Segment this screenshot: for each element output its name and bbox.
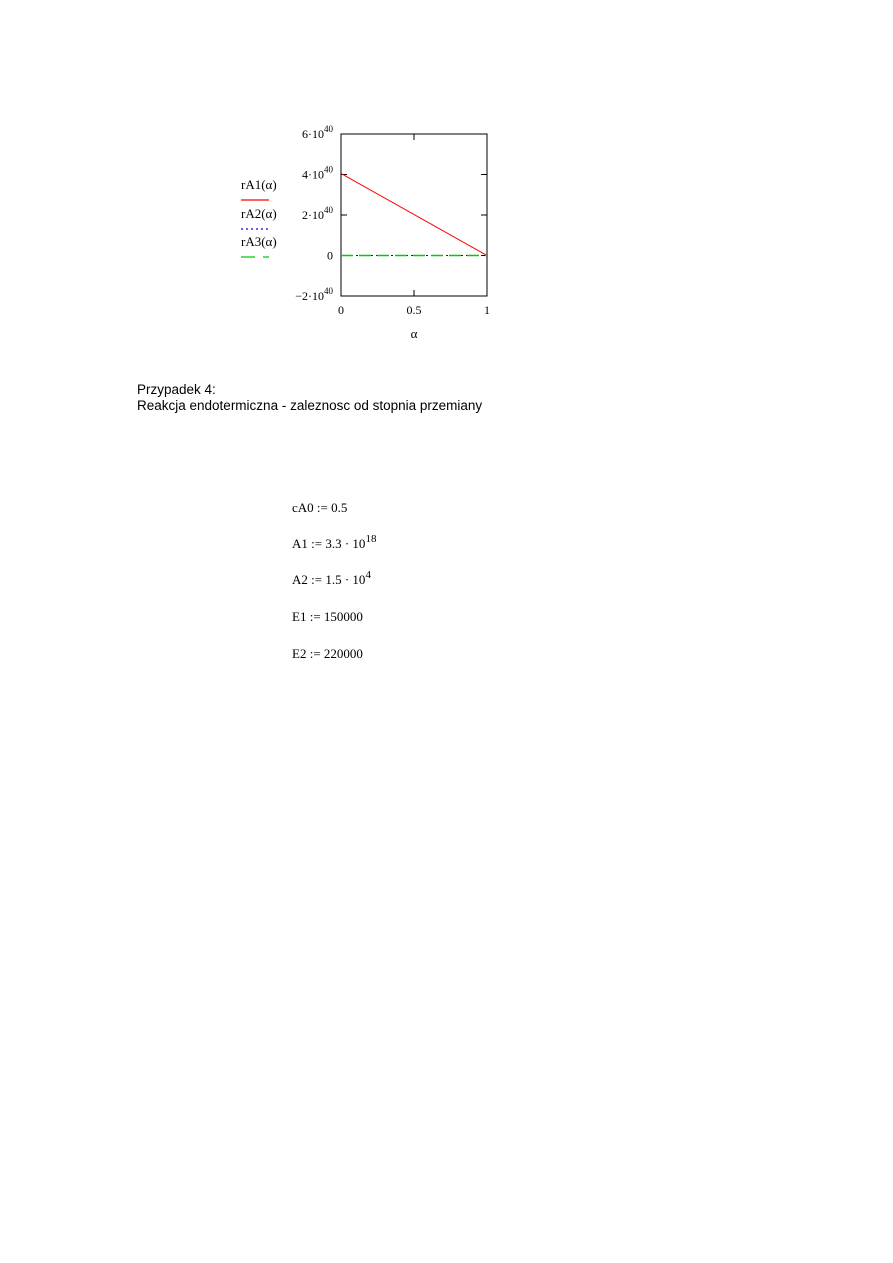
def-operator: := [316,500,328,515]
def-value: 220000 [323,646,363,661]
def-operator: := [311,572,323,587]
legend-label-2: rA2(α) [241,206,277,221]
line-chart [0,0,893,360]
definition-cA0 [292,500,347,516]
x-axis-label: α [410,326,418,341]
y-tick-label: $6\cdot 10^{40}$ [302,124,333,141]
definition-A1 [292,533,377,552]
legend-label-3: rA3(α) [241,234,277,249]
def-value: 0.5 [331,500,348,515]
def-name: E2 [292,646,307,661]
x-tick-label: 0.5 [406,303,422,317]
y-tick-label: $4\cdot 10^{40}$ [302,164,333,182]
def-exponent: 18 [365,533,377,545]
case-title: Przypadek 4: [137,382,216,397]
def-exponent: 4 [365,569,371,581]
y-tick-label: 0 [327,248,333,263]
def-value: 3.3 · 10 [325,536,366,551]
def-name: E1 [292,609,307,624]
def-name: A2 [292,572,308,587]
definition-E1 [292,609,363,625]
def-operator: := [311,536,323,551]
x-tick-label: 1 [484,303,490,317]
def-value: 150000 [323,609,363,624]
case-subtitle: Reakcja endotermiczna - zaleznosc od stopnia przemiany [137,398,483,413]
definition-E2 [292,646,363,662]
y-tick-label: $-2\cdot 10^{40}$ [295,286,333,303]
x-tick-label: 0 [338,303,344,317]
legend-label-1: rA1(α) [241,177,277,192]
series-line-1 [341,173,487,255]
chart-container [0,0,893,360]
def-operator: := [309,646,321,661]
definition-A2 [292,569,371,588]
def-name: cA0 [292,500,314,515]
y-tick-label: $2\cdot 10^{40}$ [302,205,333,222]
def-value: 1.5 · 10 [325,572,366,587]
case-description [137,382,482,414]
def-name: A1 [292,536,308,551]
def-operator: := [309,609,321,624]
